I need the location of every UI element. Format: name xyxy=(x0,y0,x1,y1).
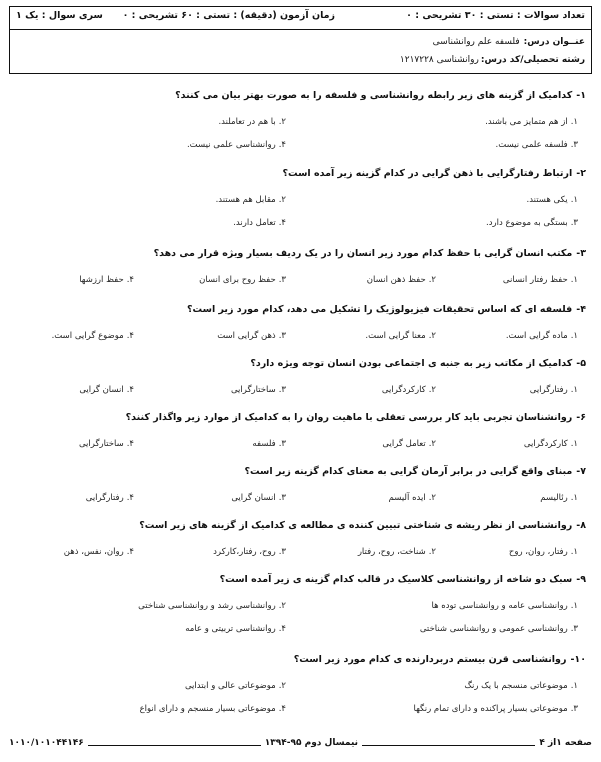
question-text: فلسفه ای که اساس تحقیقات فیزیولوژیک را تشکیل می دهد، کدام مورد زیر است؟ xyxy=(187,304,573,315)
option-2[interactable]: ۲.حفظ ذهن انسان xyxy=(366,275,436,285)
field-value: روانشناسی ۱۲۱۷۲۲۸ xyxy=(399,55,479,65)
question-number: ۴- xyxy=(576,304,586,315)
question-text: کدامیک از گزینه های زیر رابطه روانشناسی و فلسفه را به صورت بهتر بیان می کنند؟ xyxy=(175,90,573,101)
question-7 xyxy=(12,466,586,506)
option-1[interactable]: ۱.از هم متمایز می باشند. xyxy=(485,117,578,127)
option-3[interactable]: ۳.موضوعاتی بسیار پراکنده و دارای تمام رنگها xyxy=(413,704,578,714)
question-text: مبنای واقع گرایی در برابر آرمان گرایی به معنای کدام گزینه زیر است؟ xyxy=(244,466,573,477)
question-number: ۱۰- xyxy=(570,654,586,665)
option-3[interactable]: ۳.ساختارگرایی xyxy=(230,385,286,395)
option-1[interactable]: ۱.رفتارگرایی xyxy=(529,385,578,395)
question-10 xyxy=(12,654,586,714)
question-8 xyxy=(12,520,586,560)
exam-footer xyxy=(9,738,592,754)
option-3[interactable]: ۳.روح، رفتار،کارکرد xyxy=(213,547,286,557)
question-number: ۳- xyxy=(576,248,586,259)
question-number: ۲- xyxy=(576,168,586,179)
option-4[interactable]: ۴.روانشناسی علمی نیست. xyxy=(186,140,286,150)
option-1[interactable]: ۱.رفتار، روان، روح xyxy=(508,547,578,557)
question-5 xyxy=(12,358,586,398)
option-3[interactable]: ۳.حفظ روح برای انسان xyxy=(199,275,286,285)
option-4[interactable]: ۴.رفتارگرایی xyxy=(85,493,134,503)
option-3[interactable]: ۳.روانشناسی عمومی و روانشناسی شناختی xyxy=(419,624,578,634)
exam-header xyxy=(9,6,592,74)
question-text: روانشناسی از نظر ریشه ی شناختی تبیین کننده ی مطالعه ی کدامیک از گزینه های زیر است؟ xyxy=(139,520,573,531)
field-row xyxy=(400,55,585,65)
option-3[interactable]: ۳.ذهن گرایی است xyxy=(217,331,286,341)
question-4 xyxy=(12,304,586,344)
option-3[interactable]: ۳.فلسفه علمی نیست. xyxy=(495,140,578,150)
option-3[interactable]: ۳.بستگی به موضوع دارد. xyxy=(486,218,578,228)
option-1[interactable]: ۱.ماده گرایی است. xyxy=(505,331,578,341)
option-4[interactable]: ۴.حفظ ارزشها xyxy=(79,275,134,285)
option-1[interactable]: ۱.حفظ رفتار انسانی xyxy=(502,275,578,285)
field-label: رشته تحصیلی/کد درس: xyxy=(480,55,585,65)
option-1[interactable]: ۱.کارکردگرایی xyxy=(523,439,578,449)
document-code: ۱۰۱۰/۱۰۱۰۴۴۱۴۶ xyxy=(9,738,88,748)
option-2[interactable]: ۲.ایده آلیسم xyxy=(388,493,436,503)
question-number: ۸- xyxy=(576,520,586,531)
question-text: روانشناسی قرن بیستم دربردارنده ی کدام مورد زیر است؟ xyxy=(293,654,567,665)
question-number: ۱- xyxy=(576,90,586,101)
question-series: سری سوال : یک ۱ xyxy=(16,10,103,21)
option-1[interactable]: ۱.یکی هستند. xyxy=(526,195,578,205)
option-3[interactable]: ۳.انسان گرایی xyxy=(231,493,286,503)
question-9 xyxy=(12,574,586,634)
semester: نیمسال دوم ۹۵-۱۳۹۴ xyxy=(261,738,362,748)
option-1[interactable]: ۱.موضوعاتی منسجم با یک رنگ xyxy=(464,681,578,691)
option-2[interactable]: ۲.شناخت، روح، رفتار xyxy=(357,547,436,557)
option-4[interactable]: ۴.موضوعاتی بسیار منسجم و دارای انواع xyxy=(139,704,286,714)
option-4[interactable]: ۴.ساختارگرایی xyxy=(78,439,134,449)
question-number: ۷- xyxy=(576,466,586,477)
question-number: ۵- xyxy=(576,358,586,369)
option-1[interactable]: ۱.روانشناسی عامه و روانشناسی توده ها xyxy=(431,601,578,611)
question-text: سبک دو شاخه از روانشناسی کلاسیک در قالب کدام گزینه ی زیر آمده است؟ xyxy=(219,574,573,585)
option-2[interactable]: ۲.مقابل هم هستند. xyxy=(215,195,286,205)
option-4[interactable]: ۴.روانشناسی تربیتی و عامه xyxy=(185,624,286,634)
question-text: ارتباط رفتارگرایی با ذهن گرایی در کدام گزینه زیر آمده است؟ xyxy=(282,168,573,179)
option-2[interactable]: ۲.تعامل گرایی xyxy=(382,439,436,449)
header-divider xyxy=(10,29,591,30)
question-2 xyxy=(12,168,586,228)
question-6 xyxy=(12,412,586,452)
option-4[interactable]: ۴.تعامل دارند. xyxy=(233,218,286,228)
question-3 xyxy=(12,248,586,288)
question-number: ۶- xyxy=(576,412,586,423)
option-1[interactable]: ۱.رئالیسم xyxy=(540,493,578,503)
question-1 xyxy=(12,90,586,150)
question-text: مکتب انسان گرایی با حفظ کدام مورد زیر انسان را در یک ردیف بسیار ویژه قرار می دهد؟ xyxy=(153,248,573,259)
question-number: ۹- xyxy=(576,574,586,585)
page-number: صفحه ۱از ۴ xyxy=(535,738,592,748)
option-2[interactable]: ۲.معنا گرایی است. xyxy=(365,331,436,341)
question-text: روانشناسان تجربی باید کار بررسی تعقلی با ماهیت روان را به کدامیک از موارد زیر واگذار کنند؟ xyxy=(125,412,573,423)
exam-time: زمان آزمون (دقیقه) : تستی : ۶۰ تشریحی : ۰ xyxy=(122,10,335,21)
option-3[interactable]: ۳.فلسفه xyxy=(252,439,286,449)
question-text: کدامیک از مکاتب زیر به جنبه ی اجتماعی بودن انسان توجه ویژه دارد؟ xyxy=(250,358,573,369)
option-4[interactable]: ۴.انسان گرایی xyxy=(79,385,134,395)
course-title-row xyxy=(433,37,585,47)
option-2[interactable]: ۲.با هم در تعاملند. xyxy=(218,117,286,127)
option-2[interactable]: ۲.کارکردگرایی xyxy=(381,385,436,395)
option-4[interactable]: ۴.موضوع گرایی است. xyxy=(51,331,134,341)
option-2[interactable]: ۲.موضوعاتی عالی و ابتدایی xyxy=(184,681,286,691)
course-label: عنــوان درس: xyxy=(523,37,585,47)
option-4[interactable]: ۴.روان، نفس، ذهن xyxy=(63,547,134,557)
option-2[interactable]: ۲.روانشناسی رشد و روانشناسی شناختی xyxy=(138,601,286,611)
course-value: فلسفه علم روانشناسی xyxy=(432,37,520,47)
question-count: تعداد سوالات : تستی : ۳۰ تشریحی : ۰ xyxy=(406,10,585,21)
